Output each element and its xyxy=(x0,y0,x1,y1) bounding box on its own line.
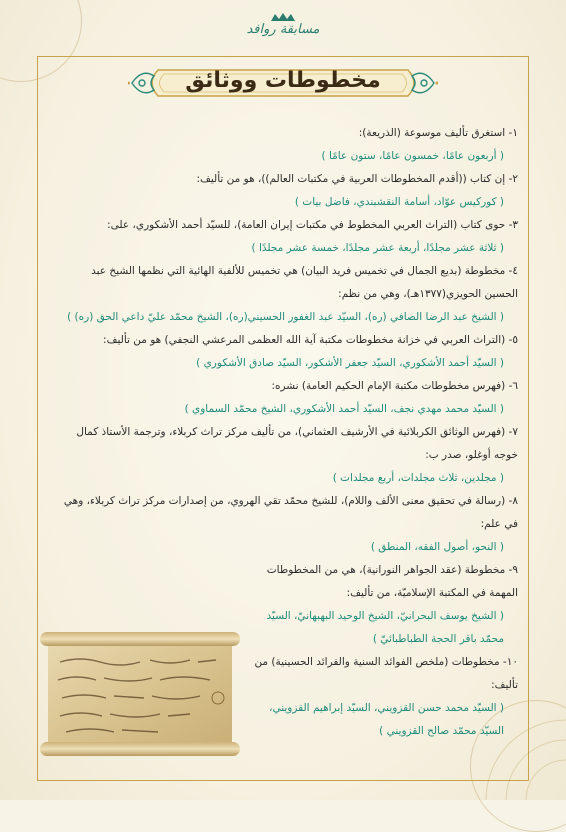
logo-text: مسابقة روافد xyxy=(246,22,320,37)
question-text: ٢- إن كتاب ((أقدم المخطوطات العربية في مكتبات العالم))، هو من تأليف: xyxy=(196,173,518,185)
answer-options: ( مجلدين، ثلاث مجلدات، أربع مجلدات ) xyxy=(332,472,504,484)
decorative-pattern xyxy=(466,700,566,800)
answer-options: ( أربعون عامًا، خمسون عامًا، ستون عامًا ) xyxy=(321,150,504,162)
answer-options: ( كوركيس عوّاد، أسامة النقشبندي، فاضل بيات ) xyxy=(294,196,504,208)
answer-options: ( السيّد أحمد الأشكوري، السيّد جعفر الأشكور، السيّد صادق الأشكوري ) xyxy=(196,357,504,369)
answer-options: ( الشيخ يوسف البحرانيّ، الشيخ الوحيد البهبهانيّ، السيّد محمّد باقر الحجة الطباطبائيّ ) xyxy=(266,610,504,645)
question-text: ٨- (رسالة في تحقيق معنى الألف واللام)، للشيخ محمّد تقي الهروي، من إصدارات مركز تراث كربلاء، وهي في علم: xyxy=(63,495,518,530)
question-text: ٧- (فهرس الوثائق الكربلائية في الأرشيف العثماني)، من تأليف مركز تراث كربلاء، وترجمة الأستاذ كمال خوجه أوغلو، صدر ب: xyxy=(76,426,518,461)
answer-options: ( السيّد محمد مهدي نجف، السيّد أحمد الأشكوري، الشيخ محمّد السماوي ) xyxy=(184,403,504,415)
question-text: ١٠- مخطوطات (ملخص الفوائد السنية والفرائد الحسينية) من تأليف: xyxy=(254,656,518,691)
answer-options: ( النحو، أصول الفقه، المنطق ) xyxy=(370,541,504,553)
question-text: ٣- حوى كتاب (التراث العربي المخطوط في مكتبات إيران العامة)، للسيّد أحمد الأشكوري، على: xyxy=(107,219,518,231)
answer-options: ( الشيخ عبد الرضا الصافي (ره)، السيّد عبد الغفور الحسيني(ره)، الشيخ محمّد عليّ داعي الحق (ره) ) xyxy=(67,311,504,323)
answer-options: ( السيّد محمد حسن القزويني، السيّد إبراهيم القزويني، السيّد محمّد صالح القزويني ) xyxy=(269,702,504,737)
competition-logo xyxy=(233,12,333,44)
crown-icon xyxy=(269,12,297,22)
answer-options: ( ثلاثة عشر مجلدًا، أربعة عشر مجلدًا، خمسة عشر مجلدًا ) xyxy=(251,242,504,254)
question-text: ٩- مخطوطة (عقد الجواهر النورانية)، هي من المخطوطات المهمة في المكتبة الإسلاميّة، من تأليف: xyxy=(266,564,518,599)
manuscript-scroll-image xyxy=(40,626,240,762)
page-title: مخطوطات ووثائق xyxy=(185,68,381,93)
question-text: ٥- (التراث العربي في خزانة مخطوطات مكتبة آية الله العظمى المرعشي النجفي) هو من تأليف: xyxy=(103,334,518,346)
question-text: ١- استغرق تأليف موسوعة (الذريعة): xyxy=(358,127,518,139)
question-text: ٤- مخطوطة (بديع الجمال في تخميس فريد البيان) هي تخميس للألفية الهائية التي نظمها الشيخ عبد الحسين الحويزي(١٣٧٧هـ)، وهي من نظم: xyxy=(91,265,518,300)
question-text: ٦- (فهرس مخطوطات مكتبة الإمام الحكيم العامة) نشره: xyxy=(271,380,518,392)
title-banner xyxy=(128,62,438,104)
